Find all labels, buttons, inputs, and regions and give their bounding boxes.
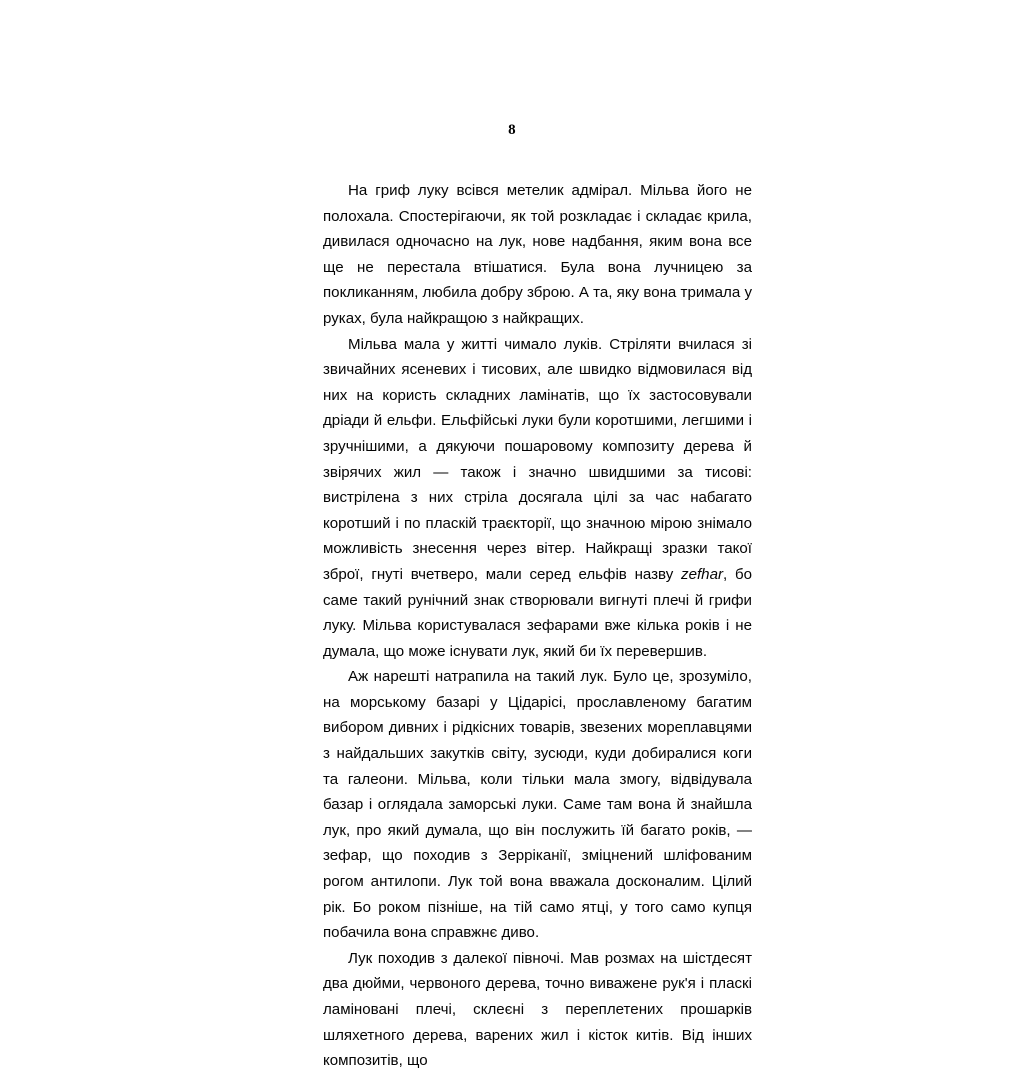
paragraph: На гриф луку всівся метелик адмірал. Мільва його не полохала. Спостерігаючи, як той розкладає і складає крила, дивилася одночасно на лук, нове надбання, яким вона все ще не перестала втішатися. Була вона лучницею за покликанням, любила добру зброю. А та, яку вона тримала у руках, була найкращою з найкращих.: [323, 182, 752, 327]
paragraph: Лук походив з далекої півночі. Мав розмах на шістдесят два дюйми, червоного дерева, точно виважене рук'я і пласкі ламіновані плечі, склеєні з переплетених прошарків шляхетного дерева, варених жил і кісток китів. Від інших композитів, що: [323, 949, 752, 1070]
paragraph: Аж нарешті натрапила на такий лук. Було це, зрозуміло, на морському базарі у Цідарісі, прославленому багатим вибором дивних і рідкісних товарів, звезених мореплавцями з найдальших закутків світу, зусюди, куди добиралися коги та галеони. Мільва, коли тільки мала змогу, відвідувала базар і оглядала заморські луки. Саме там вона й знайшла лук, про який думала, що він послужить їй багато років, — зефар, що походив з Зерріканії, зміцнений шліфованим рогом антилопи. Лук той вона вважала досконалим. Цілий рік. Бо роком пізніше, на тій само ятці, у того само купця побачила вона справжнє диво.: [323, 668, 752, 942]
italic-term: zefhar: [681, 565, 723, 583]
body-text-column: [323, 178, 752, 1074]
page-number: 8: [508, 122, 516, 138]
paragraph: Мільва мала у житті чимало луків. Стріляти вчилася зі звичайних ясеневих і тисових, але швидко відмовилася від них на користь складних ламінатів, що їх застосовували дріади й ельфи. Ельфійські луки були коротшими, легшими і зручнішими, а дякуючи пошаровому композиту дерева й звірячих жил — також і значно швидшими за тисові: вистрілена з них стріла досягала цілі за час набагато коротший і по пласкій траєкторії, що значною мірою знімало можливість знесення через вітер. Найкращі зразки такої зброї, гнуті вчетверо, мали серед ельфів назву zefhar, бо саме такий рунічний знак створювали вигнуті плечі й грифи луку. Мільва користувалася зефарами вже кілька років і не думала, що може існувати лук, який би їх перевершив.: [323, 335, 752, 660]
